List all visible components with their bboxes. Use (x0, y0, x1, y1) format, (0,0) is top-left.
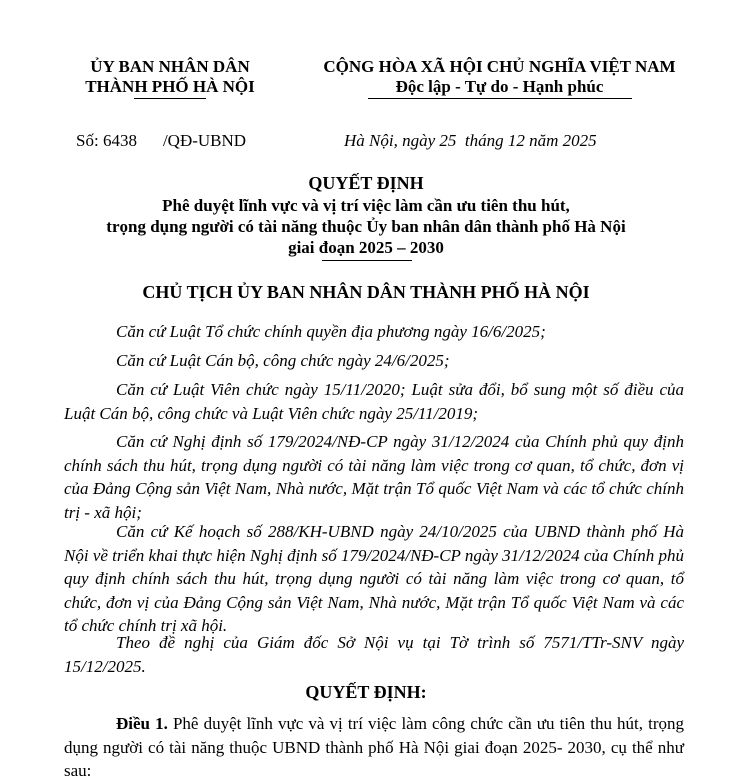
date-place: Hà Nội, ngày (344, 131, 436, 150)
decision-heading: QUYẾT ĐỊNH: (305, 682, 427, 702)
date-line (344, 131, 597, 151)
issuing-agency-line1: ỦY BAN NHÂN DÂN (90, 57, 250, 76)
issuing-agency-line2: THÀNH PHỐ HÀ NỘI (85, 77, 255, 96)
agency-underline (134, 98, 206, 99)
date-year-label: năm (529, 131, 559, 150)
legal-basis-5: Căn cứ Kế hoạch số 288/KH-UBND ngày 24/10/2025 của UBND thành phố Hà Nội về triển khai thực hiện Nghị định số 179/2024/NĐ-CP ngày 31/12/2024 của Chính phủ quy định chính sách thu hút, trọng dụng người có tài năng làm việc trong cơ quan, tổ chức, đơn vị của Đảng Cộng sản Việt Nam, Nhà nước, Mặt trận Tổ quốc Việt Nam và các tổ chức chính trị xã hội. (64, 522, 684, 635)
article-1-text: Phê duyệt lĩnh vực và vị trí việc làm công chức cần ưu tiên thu hút, trọng dụng người có tài năng thuộc UBND thành phố Hà Nội giai đoạn 2025- 2030, cụ thể như sau: (64, 714, 685, 780)
legal-basis-4: Căn cứ Nghị định số 179/2024/NĐ-CP ngày 31/12/2024 của Chính phủ quy định chính sách thu hút, trọng dụng người có tài năng làm việc trong cơ quan, tổ chức, đơn vị của Đảng Cộng sản Việt Nam, Nhà nước, Mặt trận Tổ quốc Việt Nam và các tổ chức chính trị - xã hội; (64, 432, 684, 522)
national-title: CỘNG HÒA XÃ HỘI CHỦ NGHĨA VIỆT NAM (323, 57, 676, 76)
legal-basis-2: Căn cứ Luật Cán bộ, công chức ngày 24/6/2025; (116, 351, 450, 370)
doc-number-suffix: /QĐ-UBND (162, 131, 247, 150)
decision-title: QUYẾT ĐỊNH (308, 173, 424, 193)
date-month-label: tháng (464, 131, 504, 150)
doc-number (76, 131, 246, 151)
national-motto: Độc lập - Tự do - Hạnh phúc (395, 77, 604, 96)
legal-basis-3: Căn cứ Luật Viên chức ngày 15/11/2020; Luật sửa đổi, bổ sung một số điều của Luật Cán bộ, công chức và Luật Viên chức ngày 25/11/2019; (64, 380, 684, 423)
date-month: 12 (507, 131, 525, 150)
article-1-label: Điều 1. (116, 714, 168, 733)
date-year: 2025 (562, 131, 597, 150)
doc-number-value: 6438 (102, 131, 137, 150)
doc-number-prefix: Số: (76, 131, 99, 150)
date-day: 25 (439, 131, 457, 150)
title-subject-line3: giai đoạn 2025 – 2030 (288, 238, 444, 257)
title-subject-line2: trọng dụng người có tài năng thuộc Ủy ban nhân dân thành phố Hà Nội (106, 217, 626, 236)
proposal-basis: Theo đề nghị của Giám đốc Sở Nội vụ tại Tờ trình số 7571/TTr-SNV ngày 15/12/2025. (64, 633, 684, 676)
motto-underline (368, 98, 632, 99)
article-1 (64, 712, 684, 783)
title-underline (322, 260, 412, 261)
title-subject-line1: Phê duyệt lĩnh vực và vị trí việc làm cần ưu tiên thu hút, (162, 196, 570, 215)
legal-basis-1: Căn cứ Luật Tổ chức chính quyền địa phương ngày 16/6/2025; (116, 322, 546, 341)
issuing-authority: CHỦ TỊCH ỦY BAN NHÂN DÂN THÀNH PHỐ HÀ NỘI (142, 282, 590, 302)
